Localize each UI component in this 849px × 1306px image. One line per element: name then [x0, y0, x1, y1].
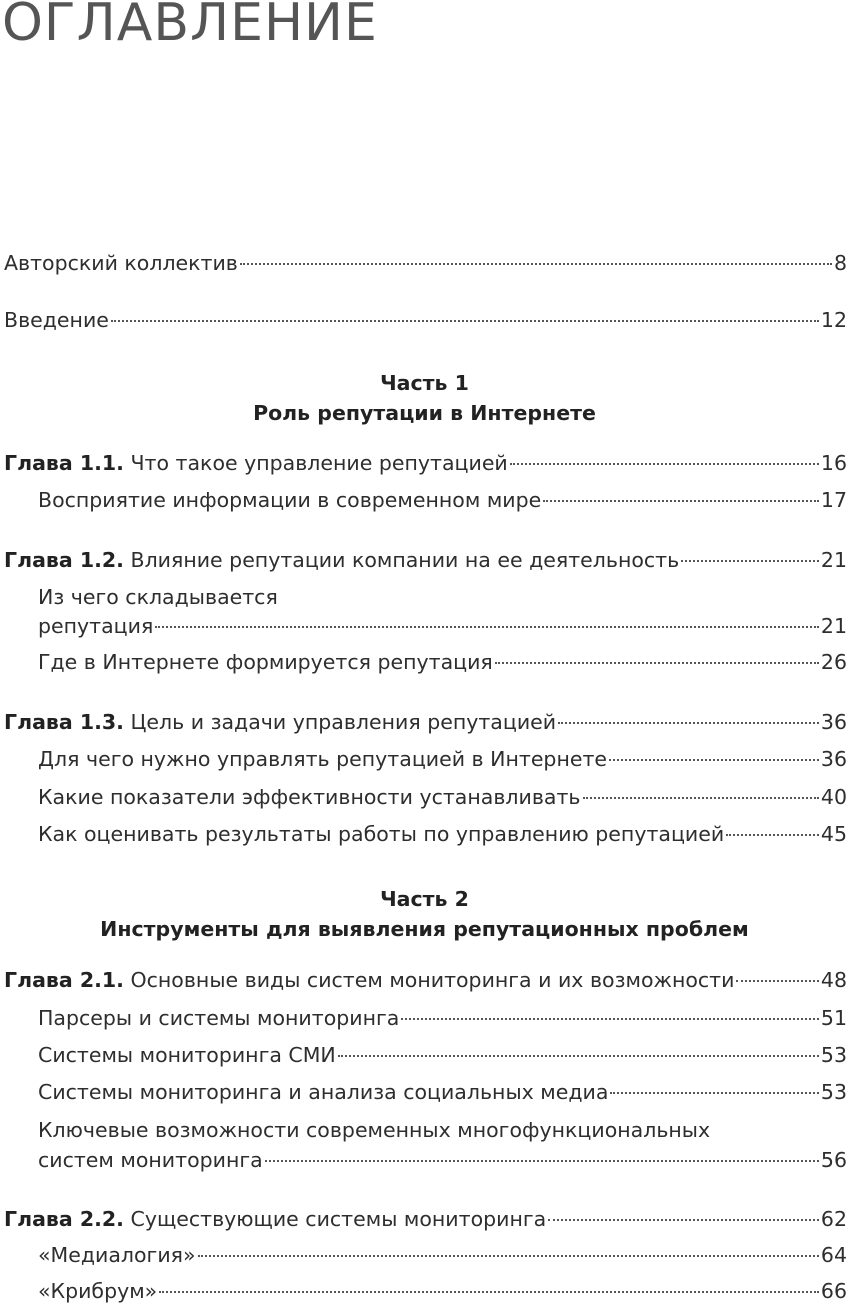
- section-title: Парсеры и системы мониторинга: [38, 1006, 400, 1030]
- dot-leader: [510, 463, 819, 465]
- toc-chapter-2-1[interactable]: [4, 965, 847, 995]
- part-title: Роль репутации в Интернете: [253, 401, 596, 425]
- toc-page-number: 56: [820, 1148, 847, 1172]
- dot-leader: [401, 1018, 819, 1020]
- dot-leader: [558, 722, 819, 724]
- toc-chapter-label: [4, 545, 679, 575]
- toc-chapter-1-1[interactable]: [4, 448, 847, 478]
- chapter-title: Что такое управление репутацией: [130, 451, 508, 475]
- toc-page-number: 16: [820, 451, 847, 475]
- toc-page-number: 26: [820, 650, 847, 674]
- dot-leader: [265, 1160, 819, 1162]
- dot-leader: [338, 1055, 819, 1057]
- toc-section[interactable]: [38, 485, 847, 515]
- chapter-title: Влияние репутации компании на ее деятельность: [130, 548, 680, 572]
- chapter-prefix: Глава 2.1.: [4, 968, 124, 992]
- toc-chapter-1-2[interactable]: [4, 545, 847, 575]
- section-title: репутация: [38, 614, 154, 638]
- page-title: ОГЛАВЛЕНИЕ: [2, 0, 378, 53]
- section-title: Как оценивать результаты работы по управлению репутацией: [38, 822, 725, 846]
- part-label: Часть 1: [380, 371, 469, 395]
- part-label: Часть 2: [380, 887, 469, 911]
- toc-section[interactable]: [38, 1240, 847, 1270]
- section-title: Где в Интернете формируется репутация: [38, 650, 493, 674]
- toc-entry-label: Введение: [4, 308, 109, 332]
- toc-page-number: 53: [820, 1080, 847, 1104]
- dot-leader: [609, 759, 819, 761]
- section-title: Восприятие информации в современном мире: [38, 488, 542, 512]
- toc-section[interactable]: [38, 782, 847, 812]
- section-title: систем мониторинга: [38, 1148, 263, 1172]
- dot-leader: [155, 626, 819, 628]
- dot-leader: [548, 1219, 819, 1221]
- chapter-title: Основные виды систем мониторинга и их возможности: [130, 968, 735, 992]
- dot-leader: [495, 662, 819, 664]
- toc-page-number: 64: [820, 1243, 847, 1267]
- toc-chapter-label: [4, 1204, 546, 1234]
- dot-leader: [736, 980, 818, 982]
- toc-page-number: 51: [820, 1006, 847, 1030]
- chapter-prefix: Глава 2.2.: [4, 1207, 124, 1231]
- section-title: Для чего нужно управлять репутацией в Интернете: [38, 747, 608, 771]
- toc-page-number: 21: [820, 548, 847, 572]
- dot-leader: [240, 263, 832, 265]
- chapter-title: Существующие системы мониторинга: [130, 1207, 547, 1231]
- toc-chapter-1-3[interactable]: [4, 707, 847, 737]
- dot-leader: [681, 560, 819, 562]
- toc-page-number: 45: [820, 822, 847, 846]
- section-title: Системы мониторинга и анализа социальных медиа: [38, 1080, 609, 1104]
- toc-page-number: 12: [820, 308, 847, 332]
- toc-page-number: 40: [820, 785, 847, 809]
- chapter-prefix: Глава 1.1.: [4, 451, 124, 475]
- part-title: Инструменты для выявления репутационных проблем: [100, 917, 749, 941]
- dot-leader: [159, 1291, 819, 1293]
- toc-page-number: 62: [820, 1207, 847, 1231]
- toc-entry-authors[interactable]: [4, 248, 847, 278]
- toc-page-number: 53: [820, 1043, 847, 1067]
- toc-section[interactable]: [38, 1145, 847, 1175]
- toc-section[interactable]: [38, 647, 847, 677]
- section-title: Системы мониторинга СМИ: [38, 1043, 336, 1067]
- chapter-prefix: Глава 1.3.: [4, 710, 124, 734]
- toc-page-number: 17: [820, 488, 847, 512]
- toc-page-number: 21: [820, 614, 847, 638]
- toc-chapter-label: [4, 448, 508, 478]
- section-title-line1: Ключевые возможности современных многофункциональных: [38, 1118, 711, 1142]
- toc-chapter-label: [4, 707, 556, 737]
- section-title-line1: Из чего складывается: [38, 585, 278, 609]
- toc-page-number: 48: [820, 968, 847, 992]
- toc-section[interactable]: [38, 611, 847, 641]
- section-title: «Медиалогия»: [38, 1243, 196, 1267]
- toc-section[interactable]: [38, 744, 847, 774]
- toc-page-number: 36: [820, 710, 847, 734]
- section-title: Какие показатели эффективности устанавливать: [38, 785, 581, 809]
- toc-entry-label: Авторский коллектив: [4, 251, 238, 275]
- dot-leader: [583, 797, 819, 799]
- dot-leader: [198, 1255, 819, 1257]
- dot-leader: [543, 500, 819, 502]
- toc-section[interactable]: [38, 819, 847, 849]
- dot-leader: [111, 320, 819, 322]
- toc-page-number: 66: [820, 1279, 847, 1303]
- toc-page-number: 8: [833, 251, 847, 275]
- toc-chapter-2-2[interactable]: [4, 1204, 847, 1234]
- toc-chapter-label: [4, 965, 734, 995]
- section-title: «Крибрум»: [38, 1279, 158, 1303]
- chapter-prefix: Глава 1.2.: [4, 548, 124, 572]
- dot-leader: [610, 1092, 818, 1094]
- toc-section[interactable]: [38, 1003, 847, 1033]
- toc-section[interactable]: [38, 1040, 847, 1070]
- toc-section[interactable]: [38, 1276, 847, 1306]
- toc-page-number: 36: [820, 747, 847, 771]
- toc-entry-introduction[interactable]: [4, 305, 847, 335]
- dot-leader: [726, 834, 819, 836]
- chapter-title: Цель и задачи управления репутацией: [130, 710, 557, 734]
- toc-section[interactable]: [38, 1077, 847, 1107]
